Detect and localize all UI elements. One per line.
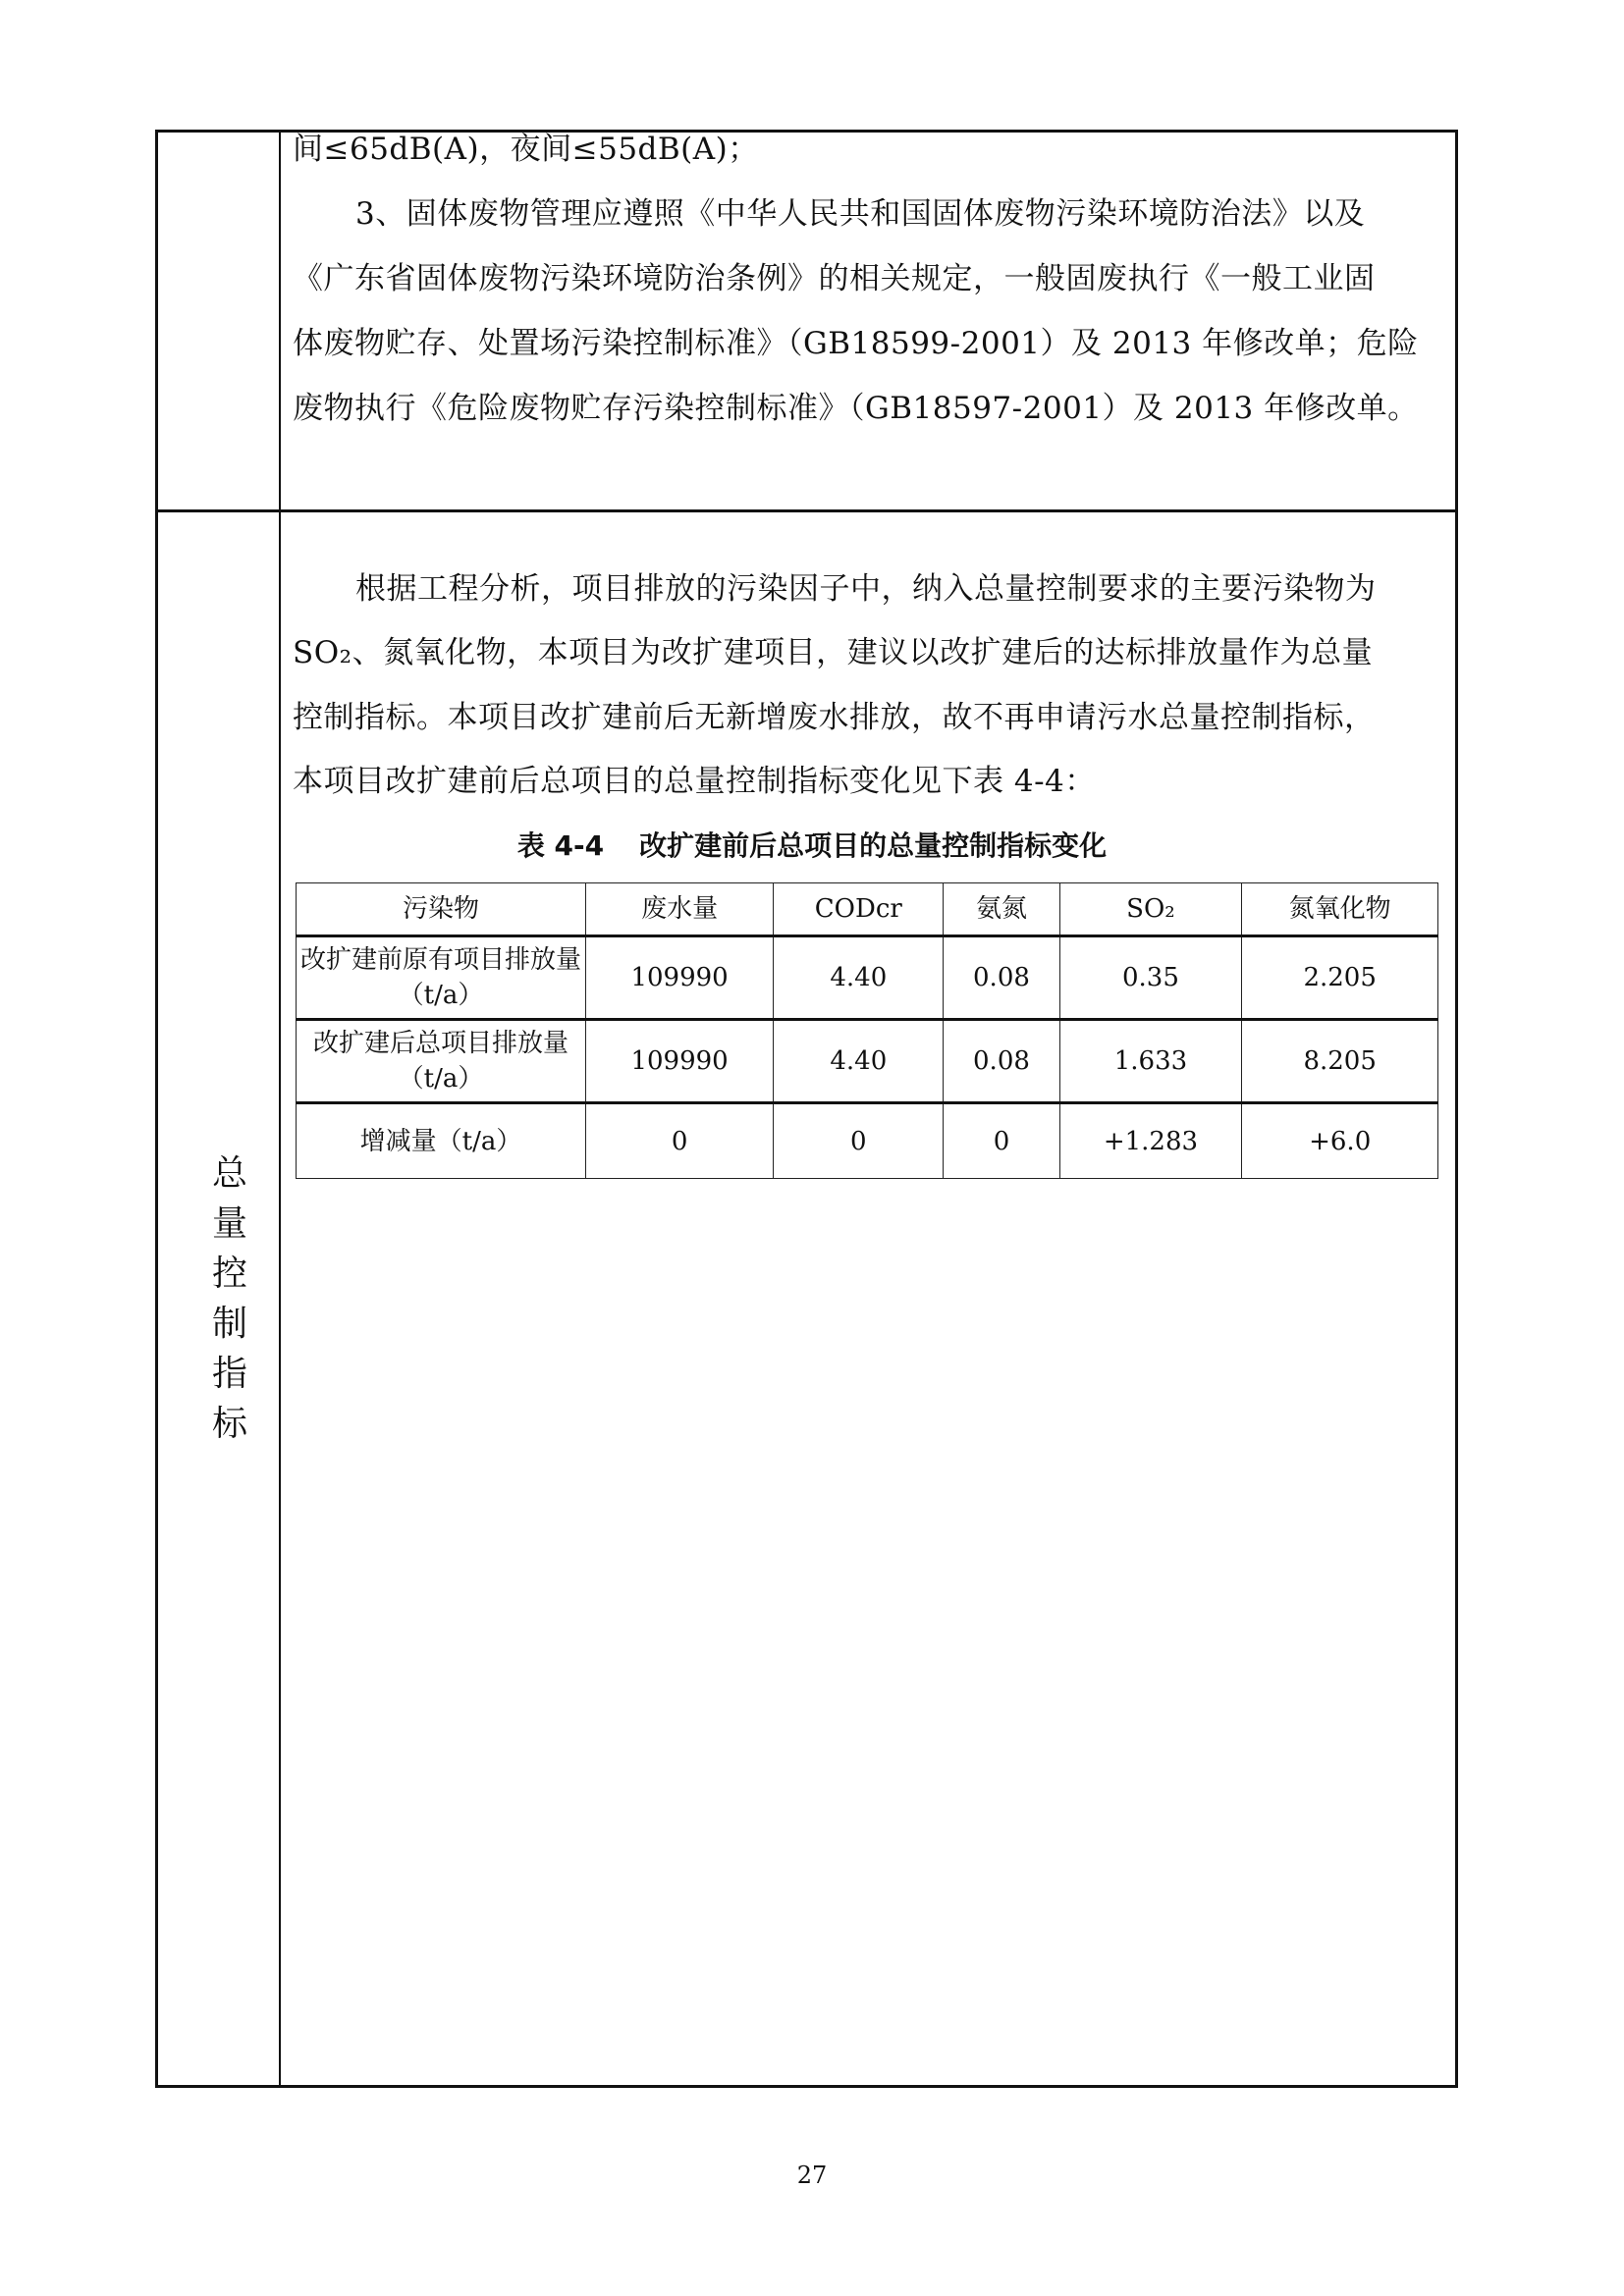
table-row — [297, 1103, 1438, 1179]
paragraph-line: 3、固体废物管理应遵照《中华人民共和国固体废物污染环境防治法》以及 — [355, 196, 1366, 232]
row-label: 增减量（t/a） — [297, 1103, 586, 1179]
table-cell: 109990 — [586, 1020, 774, 1103]
label-char: 指 — [211, 1354, 247, 1394]
table-cell: 2.205 — [1242, 936, 1438, 1020]
section-label-total-control — [208, 1148, 251, 1449]
row-divider — [158, 509, 1455, 512]
row-label: 改扩建前原有项目排放量（t/a） — [297, 936, 586, 1020]
table-cell: 8.205 — [1242, 1020, 1438, 1103]
table-cell: 109990 — [586, 936, 774, 1020]
table-cell: 0 — [774, 1103, 944, 1179]
table-cell: 0.08 — [944, 936, 1059, 1020]
label-char: 制 — [211, 1304, 247, 1344]
table-cell: 0 — [586, 1103, 774, 1179]
table-cell: 0 — [944, 1103, 1059, 1179]
emission-table — [296, 882, 1438, 1179]
paragraph-line: SO₂、氮氧化物，本项目为改扩建项目，建议以改扩建后的达标排放量作为总量 — [293, 635, 1374, 670]
page-number: 27 — [796, 2162, 828, 2189]
paragraph-line: 间≤65dB(A)，夜间≤55dB(A)； — [293, 132, 759, 167]
paragraph-line: 本项目改扩建前后总项目的总量控制指标变化见下表 4-4： — [293, 764, 1096, 799]
table-cell: +6.0 — [1242, 1103, 1438, 1179]
table-header-row — [297, 883, 1438, 936]
table-cell: 0.08 — [944, 1020, 1059, 1103]
label-char: 总 — [211, 1153, 247, 1194]
paragraph-line: 《广东省固体废物污染环境防治条例》的相关规定，一般固废执行《一般工业固 — [293, 261, 1376, 296]
paragraph-line: 控制指标。本项目改扩建前后无新增废水排放，故不再申请污水总量控制指标， — [293, 700, 1376, 735]
row-label: 改扩建后总项目排放量（t/a） — [297, 1020, 586, 1103]
column-divider — [279, 133, 281, 2085]
table-row — [297, 936, 1438, 1020]
table-cell: 1.633 — [1059, 1020, 1242, 1103]
label-char: 量 — [211, 1203, 247, 1244]
header-cell: 废水量 — [586, 883, 774, 936]
label-char: 控 — [211, 1254, 247, 1294]
table-caption — [0, 825, 1624, 864]
table-cell: 4.40 — [774, 936, 944, 1020]
table-cell: +1.283 — [1059, 1103, 1242, 1179]
table-cell: 4.40 — [774, 1020, 944, 1103]
caption-title: 改扩建前后总项目的总量控制指标变化 — [639, 829, 1108, 862]
header-cell: 污染物 — [297, 883, 586, 936]
label-char: 标 — [211, 1404, 247, 1444]
header-cell: SO₂ — [1059, 883, 1242, 936]
table-row — [297, 1020, 1438, 1103]
paragraph-line: 废物执行《危险废物贮存污染控制标准》（GB18597-2001）及 2013 年修改单。 — [293, 391, 1419, 426]
caption-number: 表 4-4 — [516, 829, 605, 862]
header-cell: 氨氮 — [944, 883, 1059, 936]
header-cell: 氮氧化物 — [1242, 883, 1438, 936]
header-cell: CODcr — [774, 883, 944, 936]
table-cell: 0.35 — [1059, 936, 1242, 1020]
paragraph-line: 根据工程分析，项目排放的污染因子中，纳入总量控制要求的主要污染物为 — [355, 571, 1377, 607]
paragraph-line: 体废物贮存、处置场污染控制标准》（GB18599-2001）及 2013 年修改单；危险 — [293, 326, 1419, 361]
